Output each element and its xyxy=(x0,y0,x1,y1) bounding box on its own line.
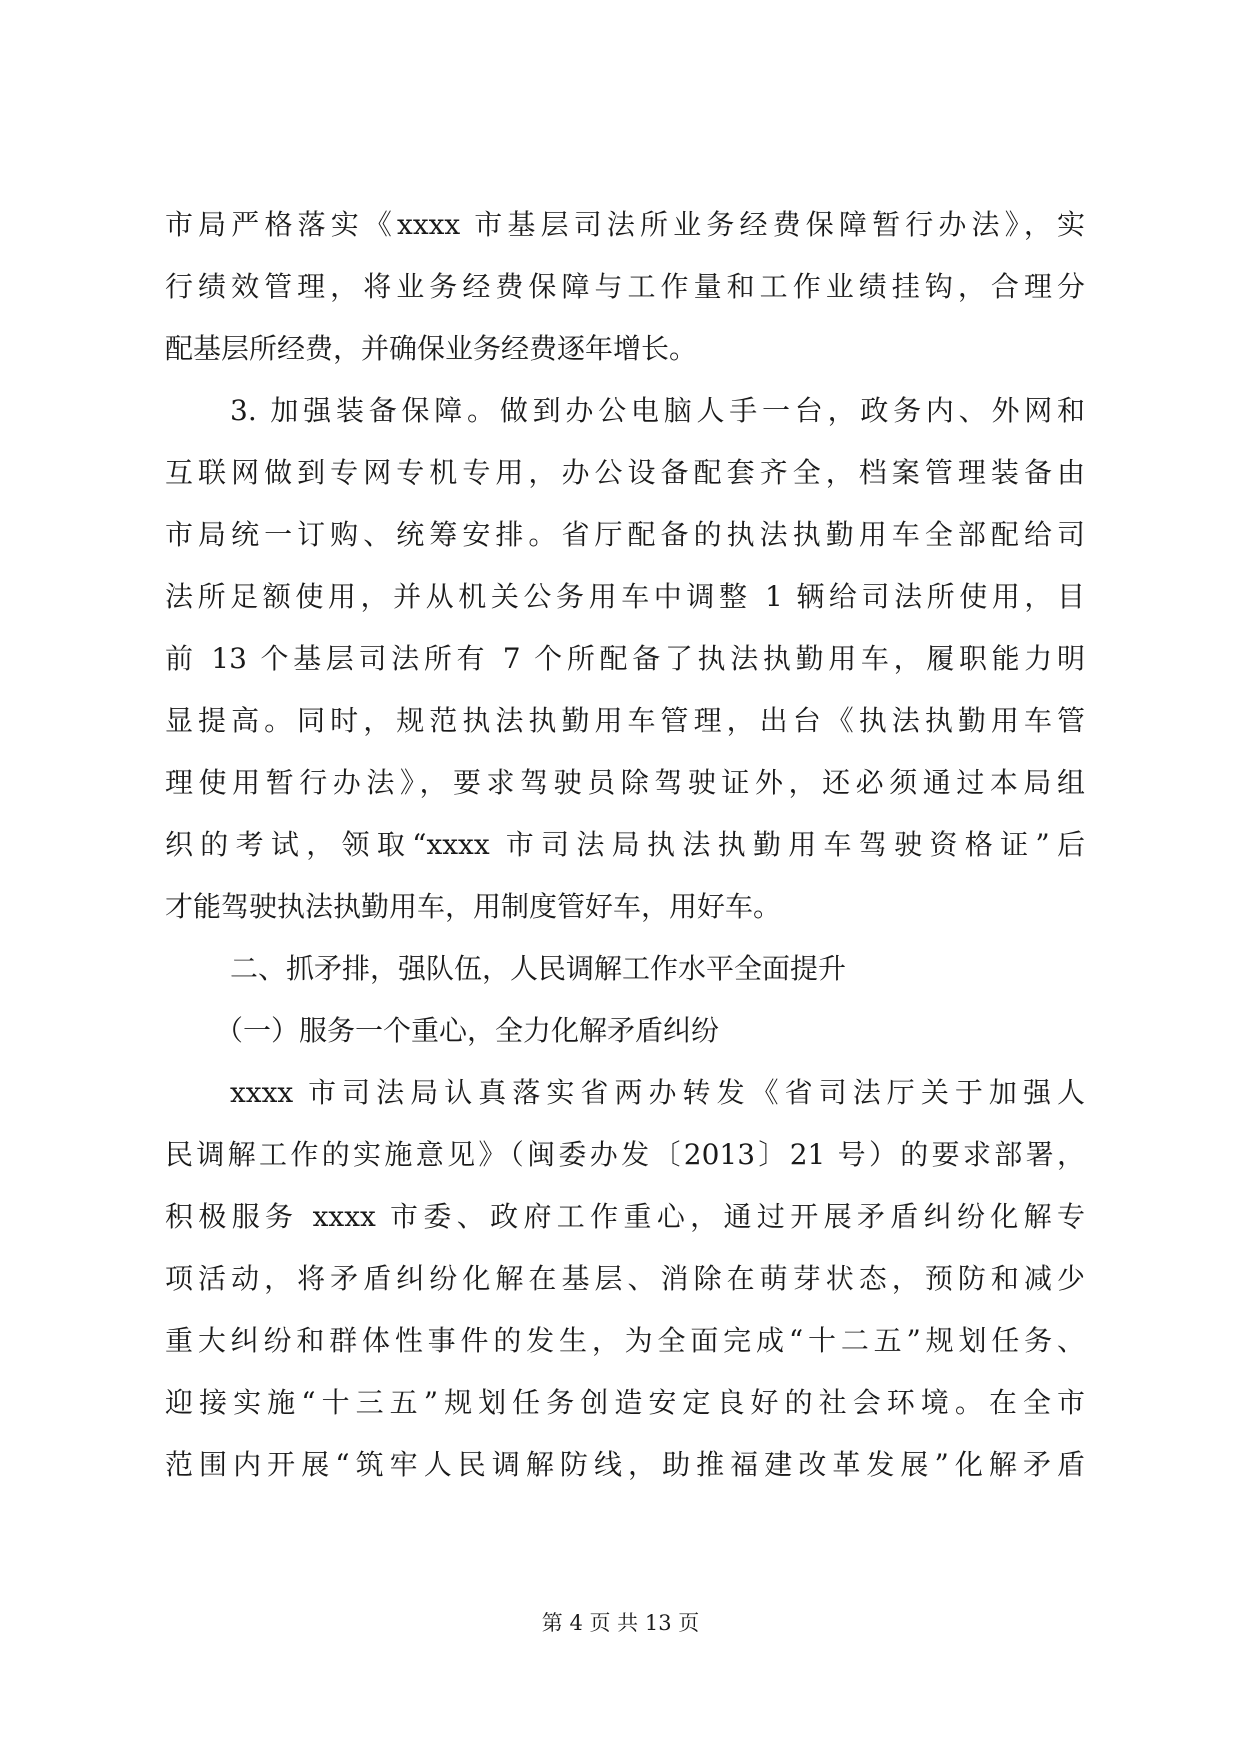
text-line: 3. 加强装备保障。做到办公电脑人手一台，政务内、外网和 xyxy=(230,394,1085,427)
text-line: 重大纠纷和群体性事件的发生，为全面完成“十二五”规划任务、 xyxy=(165,1324,1085,1357)
text-line: 理使用暂行办法》，要求驾驶员除驾驶证外，还必须通过本局组 xyxy=(165,766,1085,799)
text-line: 迎接实施“十三五”规划任务创造安定良好的社会环境。在全市 xyxy=(165,1386,1085,1419)
text-line: 互联网做到专网专机专用，办公设备配套齐全，档案管理装备由 xyxy=(165,456,1085,489)
text-line: 配基层所经费，并确保业务经费逐年增长。 xyxy=(165,332,698,365)
page-number-footer: 第 4 页 共 13 页 xyxy=(541,1611,700,1635)
text-line: 市局严格落实《xxxx 市基层司法所业务经费保障暂行办法》，实 xyxy=(165,208,1085,241)
text-line: 范围内开展“筑牢人民调解防线，助推福建改革发展”化解矛盾 xyxy=(165,1448,1085,1481)
text-line: xxxx 市司法局认真落实省两办转发《省司法厅关于加强人 xyxy=(230,1076,1085,1109)
text-line: 法所足额使用，并从机关公务用车中调整 1 辆给司法所使用，目 xyxy=(165,580,1085,613)
text-line: 市局统一订购、统筹安排。省厅配备的执法执勤用车全部配给司 xyxy=(165,518,1085,551)
subsection-heading: （一）服务一个重心，全力化解矛盾纠纷 xyxy=(215,1014,720,1047)
text-line: 积极服务 xxxx 市委、政府工作重心，通过开展矛盾纠纷化解专 xyxy=(165,1200,1085,1233)
text-line: 显提高。同时，规范执法执勤用车管理，出台《执法执勤用车管 xyxy=(165,704,1085,737)
text-line: 民调解工作的实施意见》（闽委办发〔2013〕21 号）的要求部署， xyxy=(165,1138,1085,1171)
text-line: 项活动，将矛盾纠纷化解在基层、消除在萌芽状态，预防和减少 xyxy=(165,1262,1085,1295)
text-line: 才能驾驶执法执勤用车，用制度管好车，用好车。 xyxy=(165,890,782,923)
section-heading: 二、抓矛排，强队伍，人民调解工作水平全面提升 xyxy=(230,952,847,985)
text-line: 前 13 个基层司法所有 7 个所配备了执法执勤用车，履职能力明 xyxy=(165,642,1085,675)
text-line: 织的考试，领取“xxxx 市司法局执法执勤用车驾驶资格证”后 xyxy=(165,828,1085,861)
text-line: 行绩效管理，将业务经费保障与工作量和工作业绩挂钩，合理分 xyxy=(165,270,1085,303)
